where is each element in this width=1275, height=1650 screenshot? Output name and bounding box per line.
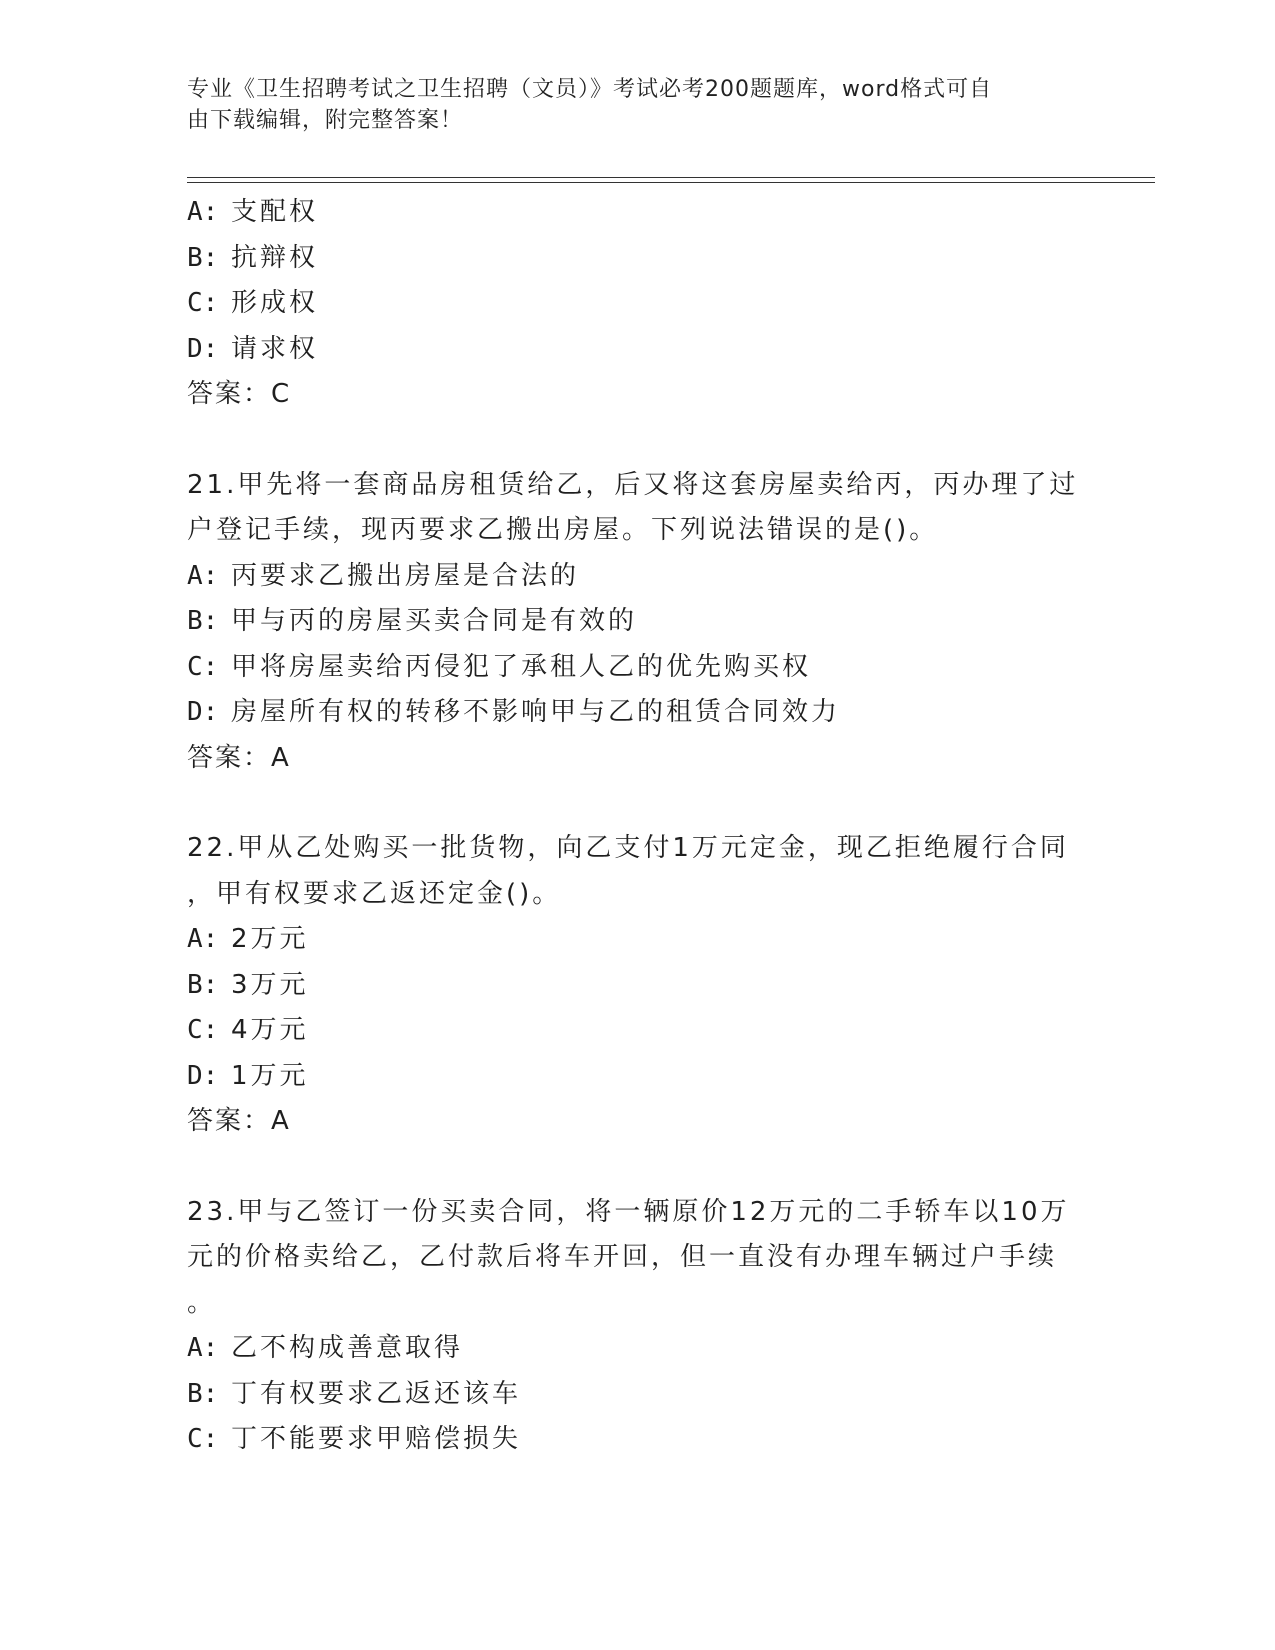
- question-text-line: 元的价格卖给乙，乙付款后将车开回，但一直没有办理车辆过户手续: [187, 1242, 1058, 1272]
- header-divider-bottom: [187, 182, 1155, 183]
- header-line-1: 专业《卫生招聘考试之卫生招聘（文员）》考试必考200题题库，word格式可自: [187, 77, 993, 102]
- question-list: [187, 190, 1079, 1463]
- option-a: A: 支配权: [187, 197, 319, 227]
- question-text-line: 21.甲先将一套商品房租赁给乙，后又将这套房屋卖给丙，丙办理了过: [187, 469, 1079, 500]
- header-line-2: 由下载编辑，附完整答案！: [187, 108, 464, 133]
- option-c: C: 甲将房屋卖给丙侵犯了承租人乙的优先购买权: [187, 651, 812, 682]
- option-b: B: 抗辩权: [187, 242, 319, 273]
- option-b: B: 3万元: [187, 969, 309, 1000]
- question-block-22: [187, 826, 1067, 1145]
- spacer: [187, 781, 1067, 826]
- option-d: D: 房屋所有权的转移不影响甲与乙的租赁合同效力: [187, 697, 841, 727]
- option-a: A: 乙不构成善意取得: [187, 1333, 464, 1363]
- answer-line: 答案：C: [187, 379, 292, 409]
- question-block-21: [187, 463, 1079, 782]
- option-a: A: 丙要求乙搬出房屋是合法的: [187, 560, 580, 591]
- option-a: A: 2万元: [187, 924, 309, 954]
- option-c: C: 4万元: [187, 1015, 309, 1045]
- question-block-23: [187, 1190, 1070, 1463]
- header-divider-top: [187, 177, 1155, 178]
- question-text-line: 户登记手续，现丙要求乙搬出房屋。下列说法错误的是()。: [187, 515, 939, 545]
- question-block-20: [187, 190, 1067, 418]
- option-c: C: 丁不能要求甲赔偿损失: [187, 1424, 522, 1454]
- spacer: [187, 418, 1067, 463]
- spacer: [187, 1145, 1067, 1190]
- option-d: D: 请求权: [187, 333, 319, 364]
- option-d: D: 1万元: [187, 1060, 309, 1091]
- question-text-line: 23.甲与乙签订一份买卖合同，将一辆原价12万元的二手轿车以10万: [187, 1196, 1070, 1227]
- option-c: C: 形成权: [187, 288, 319, 318]
- question-text-line: ，甲有权要求乙返还定金()。: [187, 878, 562, 909]
- question-text-line: 。: [187, 1287, 217, 1318]
- option-b: B: 甲与丙的房屋买卖合同是有效的: [187, 606, 638, 636]
- document-header: [187, 74, 1087, 136]
- question-text-line: 22.甲从乙处购买一批货物，向乙支付1万元定金，现乙拒绝履行合同: [187, 833, 1069, 863]
- answer-line: 答案：A: [187, 1106, 291, 1136]
- answer-line: 答案：A: [187, 742, 291, 773]
- option-b: B: 丁有权要求乙返还该车: [187, 1378, 522, 1409]
